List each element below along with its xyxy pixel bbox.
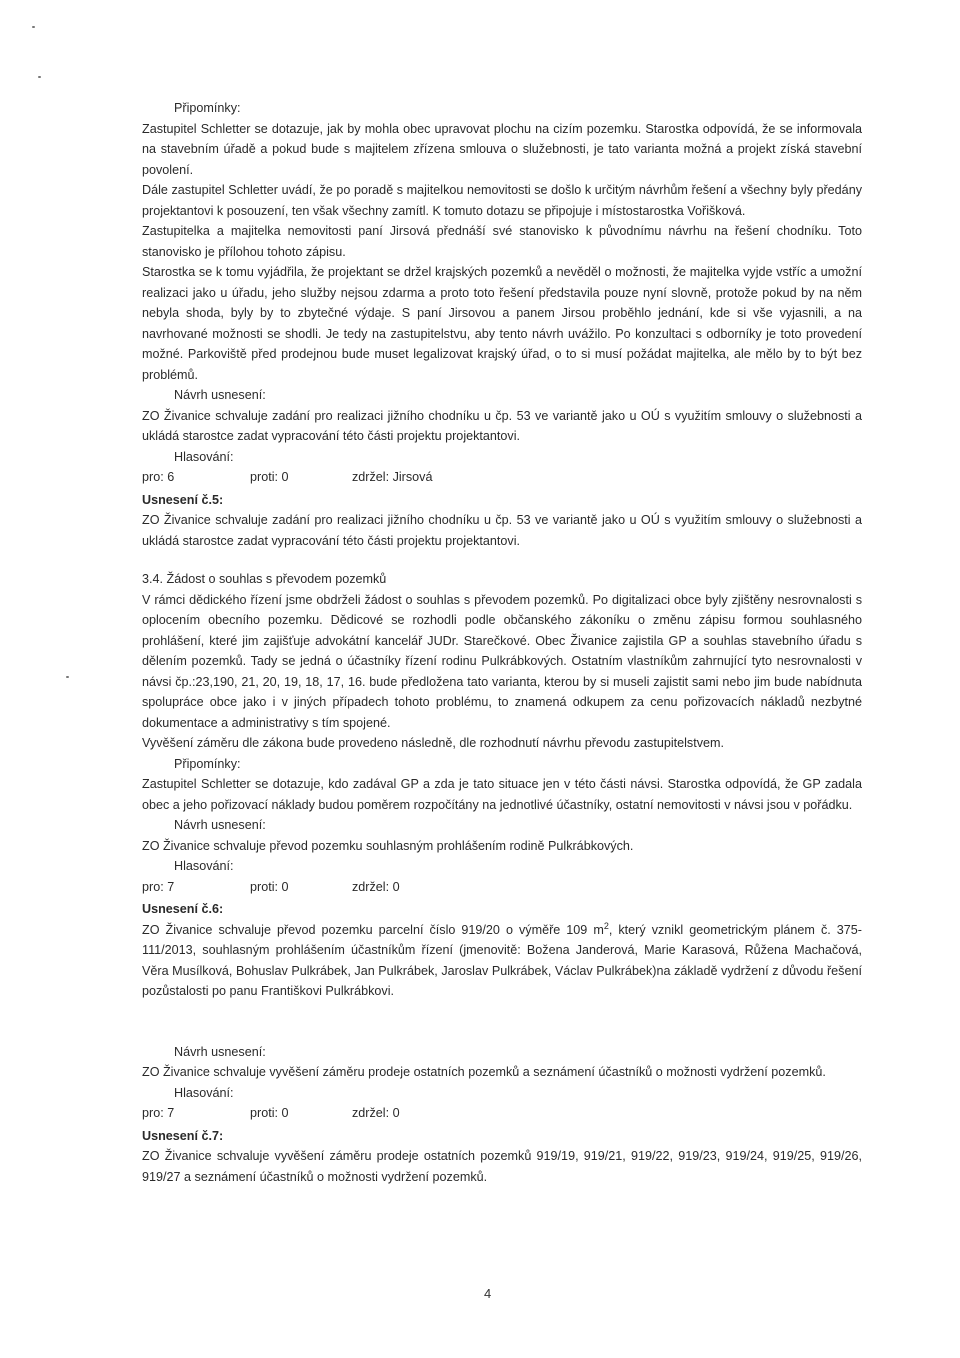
hlasovani-heading: Hlasování: — [174, 1085, 234, 1100]
vote-zdrzel: zdržel: 0 — [352, 879, 400, 894]
scan-speck — [66, 676, 69, 678]
pripominky-heading: Připomínky: — [174, 101, 241, 115]
page-number: 4 — [484, 1286, 492, 1301]
hlasovani-heading: Hlasování: — [174, 859, 234, 873]
usneseni-text: ZO Živanice schvaluje zadání pro realizaci jižního chodníku u čp. 53 ve variantě jako u OÚ s využitím smlouvy o služebnosti a ukládá starostce zadat vypracování této části projektu projektantovi. — [142, 513, 862, 548]
scan-speck — [38, 76, 41, 78]
usneseni-text-part: ZO Živanice schvaluje převod pozemku parcelní číslo 919/20 o výměře 109 m — [142, 922, 604, 937]
usneseni-heading: Usnesení č.7: — [142, 1128, 224, 1143]
vote-zdrzel: zdržel: 0 — [352, 1106, 400, 1120]
navrh-text: ZO Živanice schvaluje vyvěšení záměru prodeje ostatních pozemků a seznámení účastníků o možnosti vydržení pozemků. — [142, 1065, 826, 1079]
hlasovani-heading: Hlasování: — [174, 449, 234, 464]
usneseni-text: ZO Živanice schvaluje vyvěšení záměru prodeje ostatních pozemků 919/19, 919/21, 919/22, 919/23, 919/24, 919/25, 919/26, 919/27 a seznámení účastníků o možnosti vydržení pozemků. — [142, 1149, 862, 1184]
section-title: 3.4. Žádost o souhlas s převodem pozemků — [142, 572, 387, 586]
usneseni-heading: Usnesení č.5: — [142, 492, 224, 507]
vote-row — [142, 467, 862, 488]
vote-proti: proti: 0 — [250, 879, 289, 894]
vote-pro: pro: 7 — [142, 879, 175, 894]
document-page — [142, 98, 862, 1187]
navrh-text: ZO Živanice schvaluje zadání pro realizaci jižního chodníku u čp. 53 ve variantě jako u OÚ s využitím smlouvy o služebnosti a ukládá starostce zadat vypracování této části projektu projektantovi. — [142, 408, 862, 443]
paragraph: Zastupitelka a majitelka nemovitosti paní Jirsová přednáší své stanovisko k původnímu návrhu na řešení chodníku. Toto stanovisko je přílohou tohoto zápisu. — [142, 224, 862, 259]
superscript: 2 — [603, 920, 609, 931]
vote-proti: proti: 0 — [250, 1106, 289, 1120]
vote-proti: proti: 0 — [250, 470, 289, 484]
usneseni-heading: Usnesení č.6: — [142, 902, 224, 916]
usneseni-text-part: , který vznikl geometrickým plánem č. 375-111/2013, souhlasným prohlášením účastníkům řízení (jmenovitě: Božena Janderová, Marie Karasová, Růžena Machačová, Věra Musílková, Bohuslav Pulkrábek, Jan Pulkrábek, Jaroslav Pulkrábek, Václav Pulkrábek)na základě vydržení z důvodu řešení pozůstalosti po panu Františkovi Pulkrábkovi. — [142, 922, 862, 998]
scan-speck — [32, 26, 35, 28]
spacer — [142, 1002, 862, 1042]
paragraph: Vyvěšení záměru dle zákona bude provedeno následně, dle rozhodnutí návrhu převodu zastupitelstvem. — [142, 736, 725, 750]
paragraph: Starostka se k tomu vyjádřila, že projektant se držel krajských pozemků a nevěděl o možnosti, že majitelka vyjde vstříc a umožní realizaci jako u úřadu, jeho služby nejsou zdarma a proto toto řešení představila pouze nyní slovně, protože pokud by na něm nebyla shoda, byly by to zbytečné výdaje. S paní Jirsovou a panem Jirsou proběhlo jednání, kde si vše vyjasnili, a na navrhované možnosti se shodli. Je tedy na zastupitelstvu, aby tento návrh uvážilo. Po konzultaci s odborníky je toto provedení možné. Parkoviště před prodejnou bude muset legalizovat krajský úřad, o to si musí požádat majitelka, ale mělo by to být bez problémů. — [142, 265, 862, 382]
pripominky-heading: Připomínky: — [174, 756, 241, 771]
paragraph: V rámci dědického řízení jsme obdrželi žádost o souhlas s převodem pozemků. Po digitalizaci obce byly zjištěny nesrovnalosti s oplocením obecního pozemku. Dědicové se rozhodli podle občanského zákoníku o změnu zápisu formou souhlasného prohlášení, které jim zajišťuje advokátní kancelář JUDr. Starečkové. Obec Živanice zajistila GP a souhlas stavebního úřadu s dělením pozemků. Tady se jedná o účastníky řízení rodinu Pulkrábkových. Ostatním vlastníkům zahrnující tyto nesrovnalosti v návsi čp.:23,190, 21, 20, 19, 18, 17, 16. bude předložena tato varianta, kterou by si museli zajistit sami nebo jim bude nabídnuta spolupráce obce jako i v jiných případech tohoto problému, to znamená odkupem za cenu pořizovacích nákladů nezbytné dokumentace a administrativy s tím spojené. — [142, 592, 862, 730]
vote-zdrzel: zdržel: Jirsová — [352, 470, 433, 484]
vote-row — [142, 877, 862, 898]
navrh-text: ZO Živanice schvaluje převod pozemku souhlasným prohlášením rodině Pulkrábkových. — [142, 838, 634, 853]
navrh-heading: Návrh usnesení: — [174, 388, 266, 402]
vote-row — [142, 1103, 862, 1124]
vote-pro: pro: 6 — [142, 470, 175, 484]
navrh-heading: Návrh usnesení: — [174, 1044, 266, 1059]
navrh-heading: Návrh usnesení: — [174, 818, 266, 832]
usneseni-text — [142, 920, 862, 1002]
vote-pro: pro: 7 — [142, 1106, 175, 1120]
paragraph: Zastupitel Schletter se dotazuje, kdo zadával GP a zda je tato situace jen v této části návsi. Starostka odpovídá, že GP zadala obec a jeho pořizovací náklady budou poměrem rozpočítány na jednotlivé účastníky, ostatní nemovitosti v návsi jsou v pořádku. — [142, 777, 862, 812]
paragraph: Dále zastupitel Schletter uvádí, že po poradě s majitelkou nemovitosti se došlo k určitým návrhům řešení a všechny byly předány projektantovi k posouzení, ten však všechny zamítl. K tomuto dotazu se připojuje i místostarostka Vořišková. — [142, 183, 862, 218]
paragraph: Zastupitel Schletter se dotazuje, jak by mohla obec upravovat plochu na cizím pozemku. Starostka odpovídá, že se informovala na stavebním úřadě a pokud bude s majitelem zřízena smlouva o služebnosti, je tato varianta možná a projekt získá stavební povolení. — [142, 121, 862, 177]
